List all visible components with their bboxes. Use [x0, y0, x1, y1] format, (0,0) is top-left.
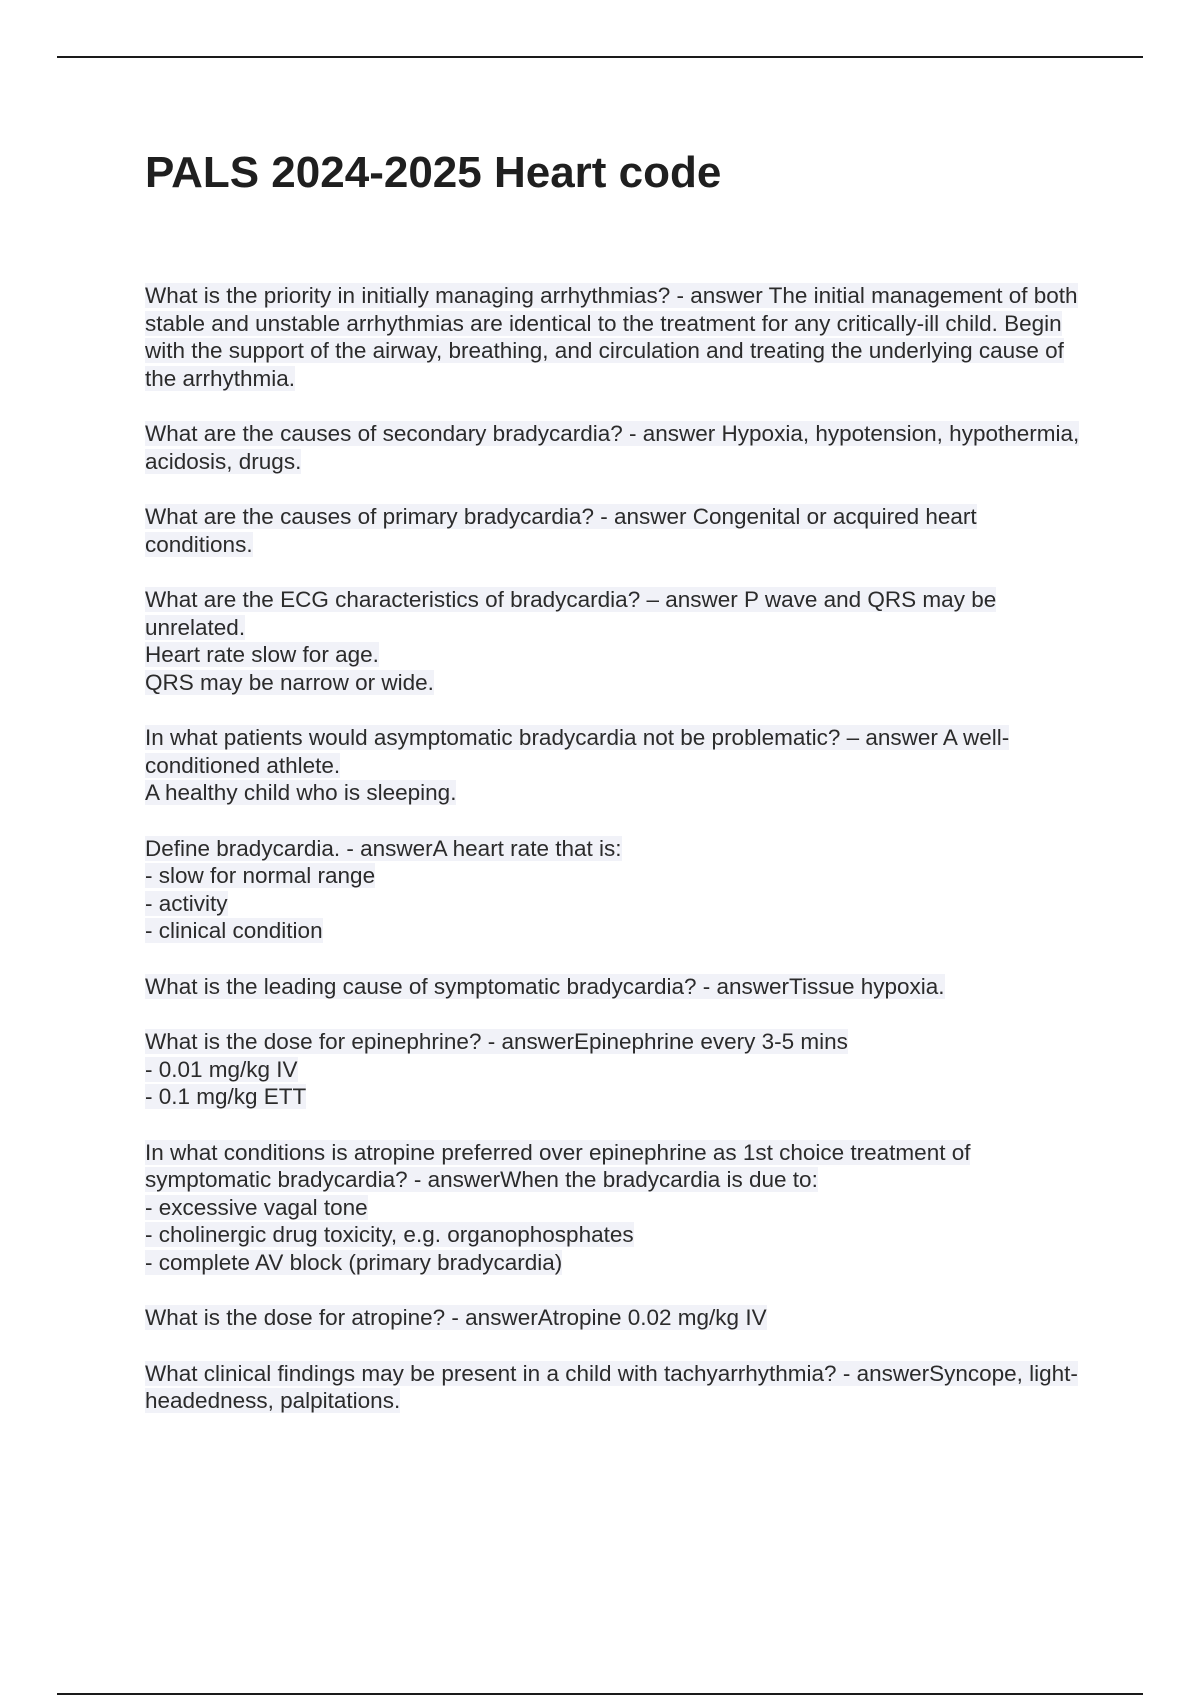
document-title: PALS 2024-2025 Heart code	[145, 148, 722, 197]
qa-text: What is the dose for atropine? - answerAtropine 0.02 mg/kg IV	[145, 1305, 767, 1330]
qa-text: What is the dose for epinephrine? - answerEpinephrine every 3-5 mins	[145, 1029, 848, 1054]
qa-item	[145, 724, 1085, 807]
qa-item	[145, 1139, 1085, 1277]
qa-text: Define bradycardia. - answerA heart rate that is:	[145, 835, 622, 861]
qa-item	[145, 1028, 1085, 1111]
qa-text: QRS may be narrow or wide.	[145, 669, 434, 695]
qa-list	[145, 282, 1085, 1443]
qa-text: What are the ECG characteristics of bradycardia? – answer P wave and QRS may be unrelated.	[145, 587, 997, 640]
qa-item	[145, 1304, 1085, 1332]
qa-text: - slow for normal range	[145, 863, 376, 888]
qa-item	[145, 282, 1085, 392]
qa-item	[145, 503, 1085, 558]
qa-text: - 0.1 mg/kg ETT	[145, 1084, 307, 1109]
qa-text: In what patients would asymptomatic bradycardia not be problematic? – answer A well-conditioned athlete.	[145, 725, 1010, 778]
qa-item	[145, 420, 1085, 475]
qa-text: What is the priority in initially managing arrhythmias? - answer The initial management of both stable and unstable arrhythmias are identical to the treatment for any critically-ill child. Begin with the support of the airway, breathing, and circulation and treating the underlying cause of the arrhythmia.	[145, 283, 1078, 391]
qa-text: - activity	[145, 890, 228, 916]
qa-item	[145, 586, 1085, 696]
bottom-rule	[57, 1693, 1143, 1695]
qa-text: What are the causes of primary bradycardia? - answer Congenital or acquired heart conditions.	[145, 504, 977, 557]
qa-text: What is the leading cause of symptomatic bradycardia? - answerTissue hypoxia.	[145, 973, 945, 999]
qa-text: - cholinergic drug toxicity, e.g. organophosphates	[145, 1222, 634, 1247]
qa-item	[145, 1360, 1085, 1415]
qa-text: In what conditions is atropine preferred over epinephrine as 1st choice treatment of symptomatic bradycardia? - answerWhen the bradycardia is due to:	[145, 1139, 971, 1192]
qa-text: - excessive vagal tone	[145, 1194, 368, 1220]
qa-text: Heart rate slow for age.	[145, 642, 379, 667]
qa-text: - complete AV block (primary bradycardia)	[145, 1249, 563, 1275]
top-rule	[57, 56, 1143, 58]
qa-text: - 0.01 mg/kg IV	[145, 1056, 298, 1082]
qa-item	[145, 973, 1085, 1001]
qa-text: What clinical findings may be present in a child with tachyarrhythmia? - answerSyncope, light-headedness, palpitations.	[145, 1360, 1078, 1413]
qa-text: What are the causes of secondary bradycardia? - answer Hypoxia, hypotension, hypothermia, acidosis, drugs.	[145, 421, 1080, 474]
qa-text: - clinical condition	[145, 918, 323, 943]
qa-item	[145, 835, 1085, 945]
qa-text: A healthy child who is sleeping.	[145, 780, 457, 805]
